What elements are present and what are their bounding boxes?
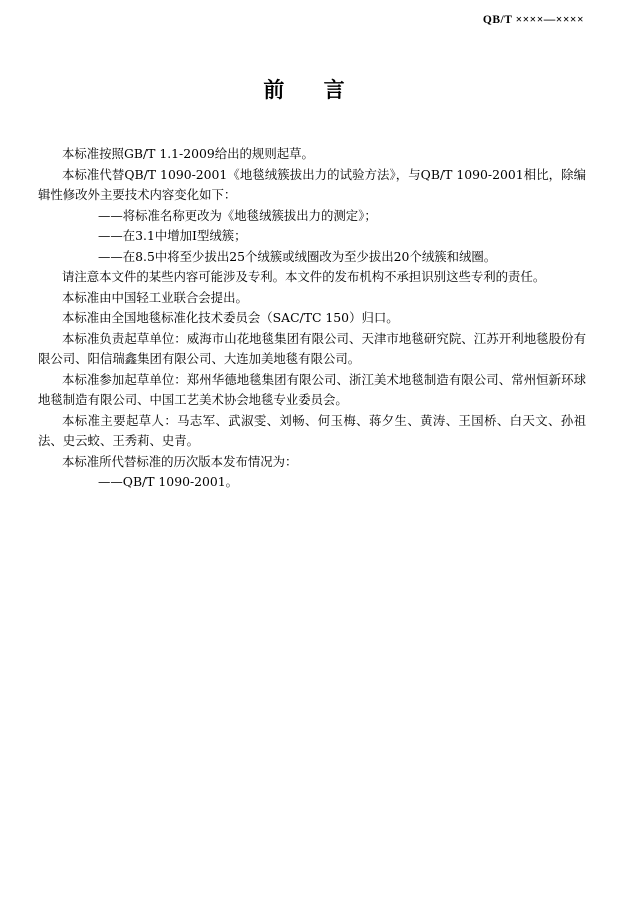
paragraph: 本标准主要起草人：马志军、武淑雯、刘畅、何玉梅、蒋夕生、黄涛、王国桥、白天文、孙祖法、史云蛟、王秀莉、史青。 (38, 412, 586, 448)
paragraph: 本标准按照GB/T 1.1-2009给出的规则起草。 (62, 146, 314, 161)
page-header-standard-code: QB/T ××××—×××× (482, 14, 584, 26)
list-item: ——QB/T 1090-2001。 (98, 474, 239, 489)
paragraph: 请注意本文件的某些内容可能涉及专利。本文件的发布机构不承担识别这些专利的责任。 (62, 269, 546, 284)
page-title: 前 言 (263, 77, 361, 102)
paragraph: 本标准由中国轻工业联合会提出。 (62, 289, 248, 305)
list-item: ——在3.1中增加Ⅰ型绒簇； (98, 228, 247, 243)
foreword-body (38, 144, 586, 493)
paragraph: 本标准参加起草单位：郑州华德地毯集团有限公司、浙江美术地毯制造有限公司、常州恒新环球地毯制造有限公司、中国工艺美术协会地毯专业委员会。 (38, 371, 586, 407)
paragraph: 本标准所代替标准的历次版本发布情况为： (62, 453, 298, 469)
paragraph: 本标准代替QB/T 1090-2001《地毯绒簇拔出力的试验方法》，与QB/T 1090-2001相比，除编辑性修改外主要技术内容变化如下： (38, 166, 586, 202)
list-item: ——将标准名称更改为《地毯绒簇拔出力的测定》； (98, 207, 377, 223)
paragraph: 本标准负责起草单位：威海市山花地毯集团有限公司、天津市地毯研究院、江苏开利地毯股份有限公司、阳信瑞鑫集团有限公司、大连加美地毯有限公司。 (38, 330, 586, 366)
paragraph: 本标准由全国地毯标准化技术委员会（SAC/TC 150）归口。 (62, 310, 399, 325)
list-item: ——在8.5中将至少拔出25个绒簇或绒圈改为至少拔出20个绒簇和绒圈。 (98, 248, 497, 264)
